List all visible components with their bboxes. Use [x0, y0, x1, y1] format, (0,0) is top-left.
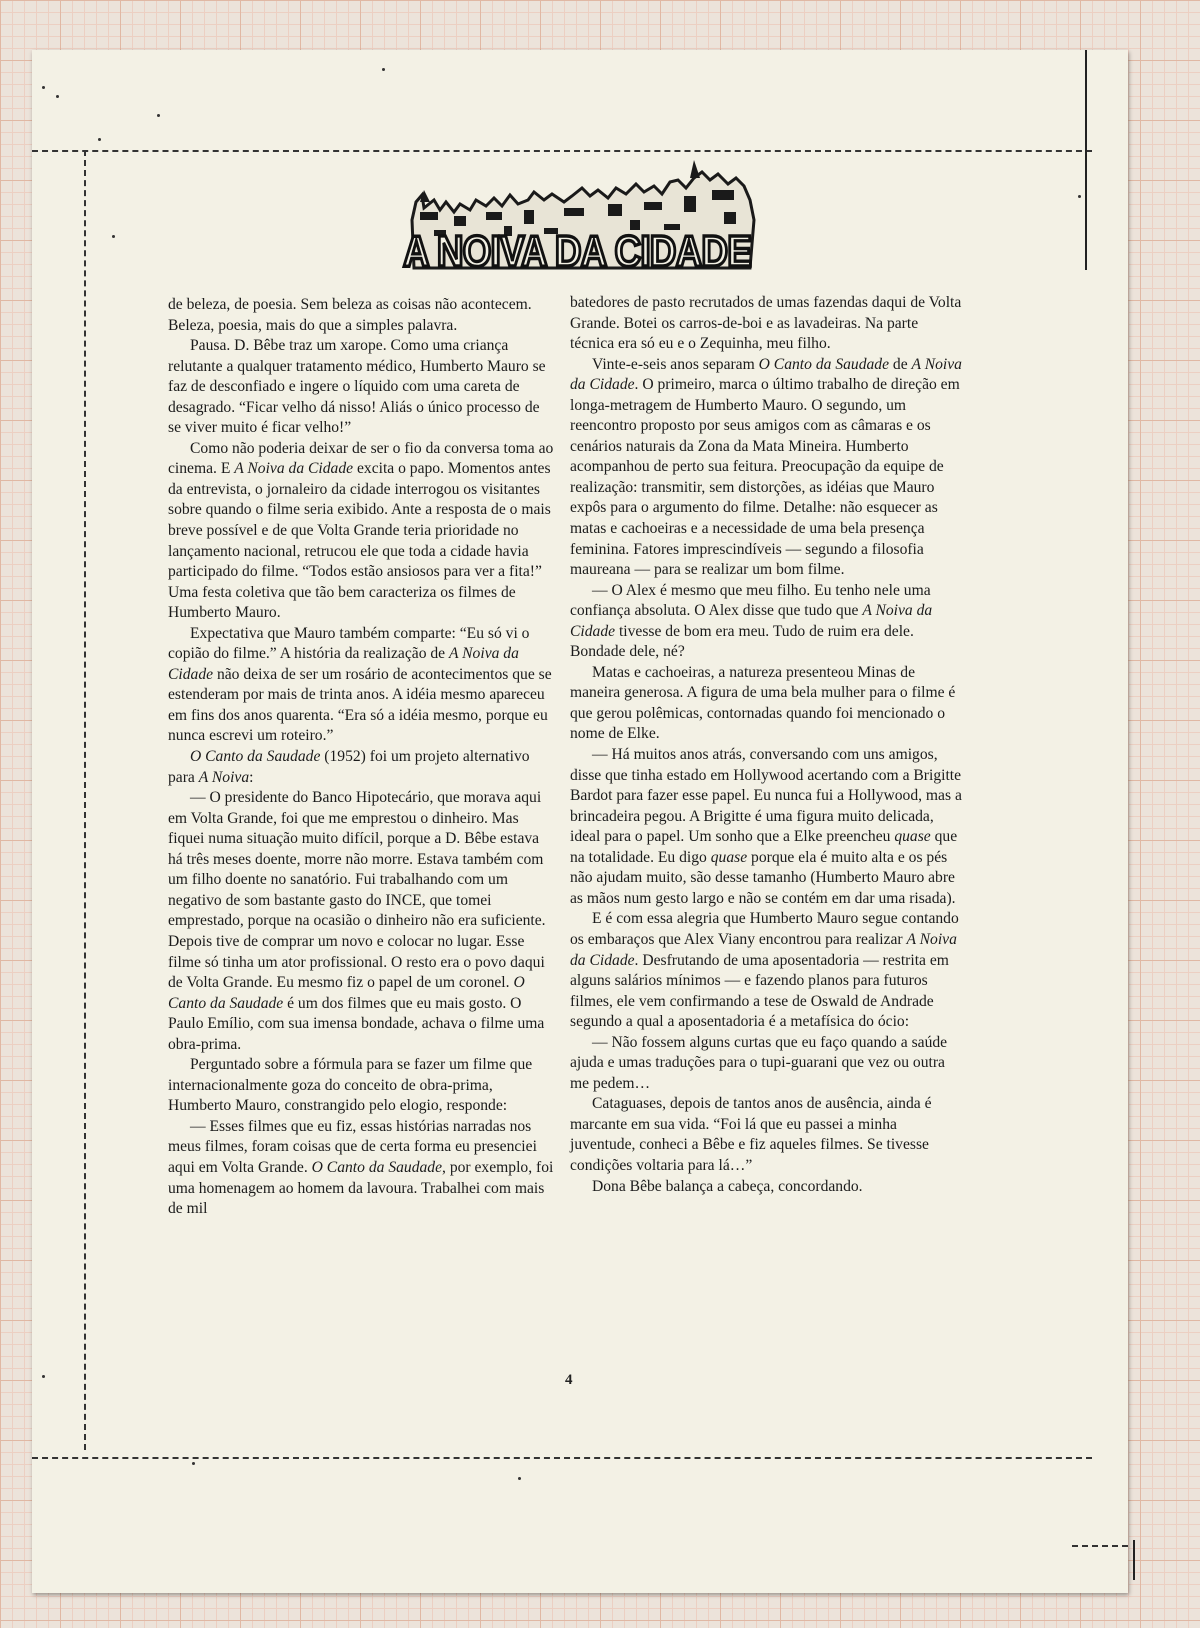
- speck: [42, 86, 45, 89]
- article-paragraph: [570, 745, 965, 909]
- article-paragraph: [570, 663, 965, 745]
- italic-title-text: A Noiva da Cidade: [570, 930, 957, 969]
- italic-title-text: O Canto da Saudade: [190, 748, 321, 766]
- italic-title-text: O Canto da Saudade: [168, 974, 525, 1012]
- article-paragraph: [570, 909, 965, 1032]
- article-column-right: [570, 293, 965, 1197]
- paragraph-text: não deixa de ser um rosário de acontecimentos que se estenderam por mais de trinta anos. A idéia mesmo apareceu em fins dos anos quarenta. “Era só a idéia mesmo, porque eu nunca escrevi um roteiro.”: [168, 665, 552, 745]
- article-paragraph: [168, 1055, 556, 1117]
- paragraph-text: Cataguases, depois de tantos anos de ausência, ainda é marcante em sua vida. “Foi lá que eu passei a minha juventude, conheci a Bêbe e fiz aqueles filmes. Se tivesse condições voltaria para lá…”: [570, 1095, 932, 1174]
- crop-mark-right-bottom: [1133, 1540, 1135, 1580]
- paragraph-text: Vinte-e-seis anos separam: [592, 355, 759, 373]
- paragraph-text: — Não fossem alguns curtas que eu faço quando a saúde ajuda e umas traduções para o tupi-guarani que vez ou outra me pedem…: [570, 1033, 948, 1092]
- paragraph-text: excita o papo. Momentos antes da entrevista, o jornaleiro da cidade interrogou os visitantes sobre quando o filme seria exibido. Ante a resposta de o mais breve possível e de que Volta Grande teria prioridade no lançamento nacional, retrucou ele que toda a cidade havia participado do filme. “Todos estão ansiosos para ver a fita!” Uma festa coletiva que tão bem caracteriza os filmes de Humberto Mauro.: [168, 460, 551, 622]
- article-paragraph: [570, 1033, 965, 1095]
- italic-title-text: quase: [894, 828, 931, 846]
- paragraph-text: Dona Bêbe balança a cabeça, concordando.: [592, 1177, 863, 1195]
- paragraph-text: . O primeiro, marca o último trabalho de direção em longa-metragem de Humberto Mauro. O segundo, um reencontro proposto por seus amigos com as câmaras e os cenários naturais da Zona da Mata Mineira. Humberto acompanhou de perto sua feitura. Preocupação da equipe de realização: transmitir, sem distorções, as idéias que Mauro expôs para o argumento do filme. Detalhe: não esquecer as matas e cachoeiras e a necessidade de uma bela presença feminina. Fatores imprescindíveis — segundo a filosofia maureana — para se realizar um bom filme.: [570, 376, 960, 579]
- article-column-left: [168, 295, 556, 1220]
- italic-title-text: quase: [710, 848, 748, 866]
- paragraph-text: — Esses filmes que eu fiz, essas histórias narradas nos meus filmes, foram coisas que de certa forma eu presenciei aqui em Volta Grande.: [168, 1117, 537, 1176]
- article-paragraph: [168, 624, 556, 747]
- italic-title-text: A Noiva da Cidade: [570, 355, 962, 394]
- paragraph-text: Expectativa que Mauro também comparte: “Eu só vi o copião do filme.” A história da realização de: [168, 624, 530, 663]
- crop-mark-bottom: [32, 1457, 1092, 1459]
- paragraph-text: batedores de pasto recrutados de umas fazendas daqui de Volta Grande. Botei os carros-de-boi e as lavadeiras. Na parte técnica era só eu e o Zequinha, meu filho.: [570, 294, 962, 353]
- speck: [157, 114, 160, 117]
- crop-mark-right: [1085, 50, 1087, 270]
- speck: [518, 1477, 521, 1480]
- article-paragraph: [570, 1177, 965, 1198]
- paragraph-text: , por exemplo, foi uma homenagem ao homem da lavoura. Trabalhei com mais de mil: [168, 1158, 554, 1218]
- paragraph-text: E é com essa alegria que Humberto Mauro segue contando os embaraços que Alex Viany encontrou para realizar: [570, 910, 959, 948]
- italic-title-text: A Noiva da Cidade: [570, 602, 933, 640]
- article-paragraph: [168, 747, 556, 788]
- paragraph-text: de: [889, 355, 912, 373]
- speck: [192, 1462, 195, 1465]
- article-paragraph: [168, 336, 556, 439]
- paragraph-text: que na totalidade. Eu digo: [570, 828, 958, 866]
- paragraph-text: porque ela é muito alta e os pés não ajudam muito, são desse tamanho (Humberto Mauro abre as mãos num gesto largo e não se contém em dar uma risada).: [570, 848, 956, 907]
- paragraph-text: Como não poderia deixar de ser o fio da conversa toma ao cinema. E: [168, 439, 554, 478]
- speck: [98, 138, 101, 141]
- article-paragraph: [570, 355, 965, 581]
- article-paragraph: [168, 788, 556, 1055]
- article-paragraph: [570, 293, 965, 355]
- article-paragraph: [168, 295, 556, 336]
- paragraph-text: Perguntado sobre a fórmula para se fazer um filme que internacionalmente goza do conceito de obra-prima, Humberto Mauro, constrangido pelo elogio, responde:: [168, 1056, 533, 1115]
- paragraph-text: tivesse de bom era meu. Tudo de ruim era dele. Bondade dele, né?: [570, 622, 914, 661]
- paragraph-text: — O Alex é mesmo que meu filho. Eu tenho nele uma confiança absoluta. O Alex disse que tudo que: [570, 581, 931, 620]
- article-paragraph: [168, 439, 556, 624]
- paragraph-text: Matas e cachoeiras, a natureza presenteou Minas de maneira generosa. A figura de uma bela mulher para o filme é que gerou polêmicas, contornadas quando foi mencionado o nome de Elke.: [570, 663, 956, 743]
- paragraph-text: :: [249, 768, 254, 786]
- page-number: 4: [565, 1372, 573, 1388]
- speck: [56, 95, 59, 98]
- title-logo-text: A NOIVA DA CIDADE: [403, 227, 751, 276]
- speck: [112, 235, 115, 238]
- paragraph-text: (1952) foi um projeto alternativo para: [168, 748, 530, 786]
- speck: [1078, 195, 1081, 198]
- article-paragraph: [168, 1117, 556, 1220]
- title-logo: [394, 140, 760, 280]
- italic-title-text: O Canto da Saudade: [758, 355, 890, 373]
- italic-title-text: A Noiva: [198, 768, 250, 786]
- paragraph-text: Pausa. D. Bêbe traz um xarope. Como uma criança relutante a qualquer tratamento médico, Humberto Mauro se faz de desconfiado e ingere o líquido com uma careta de desagrado. “Ficar velho dá nisso! Aliás o único processo de se viver muito é ficar velho!”: [168, 337, 546, 437]
- article-paragraph: [570, 581, 965, 663]
- italic-title-text: A Noiva da Cidade: [168, 645, 519, 683]
- article-paragraph: [570, 1094, 965, 1176]
- paragraph-text: — Há muitos anos atrás, conversando com uns amigos, disse que tinha estado em Hollywood acertando com a Brigitte Bardot para fazer esse papel. Eu nunca fui a Hollywood, mas a brincadeira pegou. A Brigitte é uma figura muito delicada, ideal para o papel. Um sonho que a Elke preencheu: [570, 746, 962, 846]
- crop-mark-bottom-right: [1072, 1545, 1128, 1547]
- paragraph-text: de beleza, de poesia. Sem beleza as coisas não acontecem. Beleza, poesia, mais do que a simples palavra.: [168, 296, 532, 334]
- italic-title-text: O Canto da Saudade: [311, 1158, 443, 1176]
- speck: [42, 1375, 45, 1378]
- crop-mark-left: [84, 150, 86, 1450]
- paragraph-text: — O presidente do Banco Hipotecário, que morava aqui em Volta Grande, foi que me emprestou o dinheiro. Mas fiquei numa situação muito difícil, porque a D. Bêbe estava há três meses doente, morre não morre. Estava também com um filho doente no sanatório. Fui trabalhando com um negativo de som bastante gasto do INCE, que tomei emprestado, porque na ocasião o dinheiro não era suficiente. Depois tive de comprar um novo e colocar no lugar. Esse filme só tinha um ator profissional. O resto era o povo daqui de Volta Grande. Eu mesmo fiz o papel de um coronel.: [168, 789, 546, 992]
- paragraph-text: é um dos filmes que eu mais gosto. O Paulo Emílio, com sua imensa bondade, achava o filme uma obra-prima.: [168, 994, 545, 1053]
- italic-title-text: A Noiva da Cidade: [234, 460, 354, 478]
- speck: [382, 68, 385, 71]
- paragraph-text: . Desfrutando de uma aposentadoria — restrita em alguns salários mínimos — e fazendo planos para futuros filmes, ele vem confirmando a tese de Oswald de Andrade segundo a qual a aposentadoria é a metafísica do ócio:: [570, 951, 949, 1031]
